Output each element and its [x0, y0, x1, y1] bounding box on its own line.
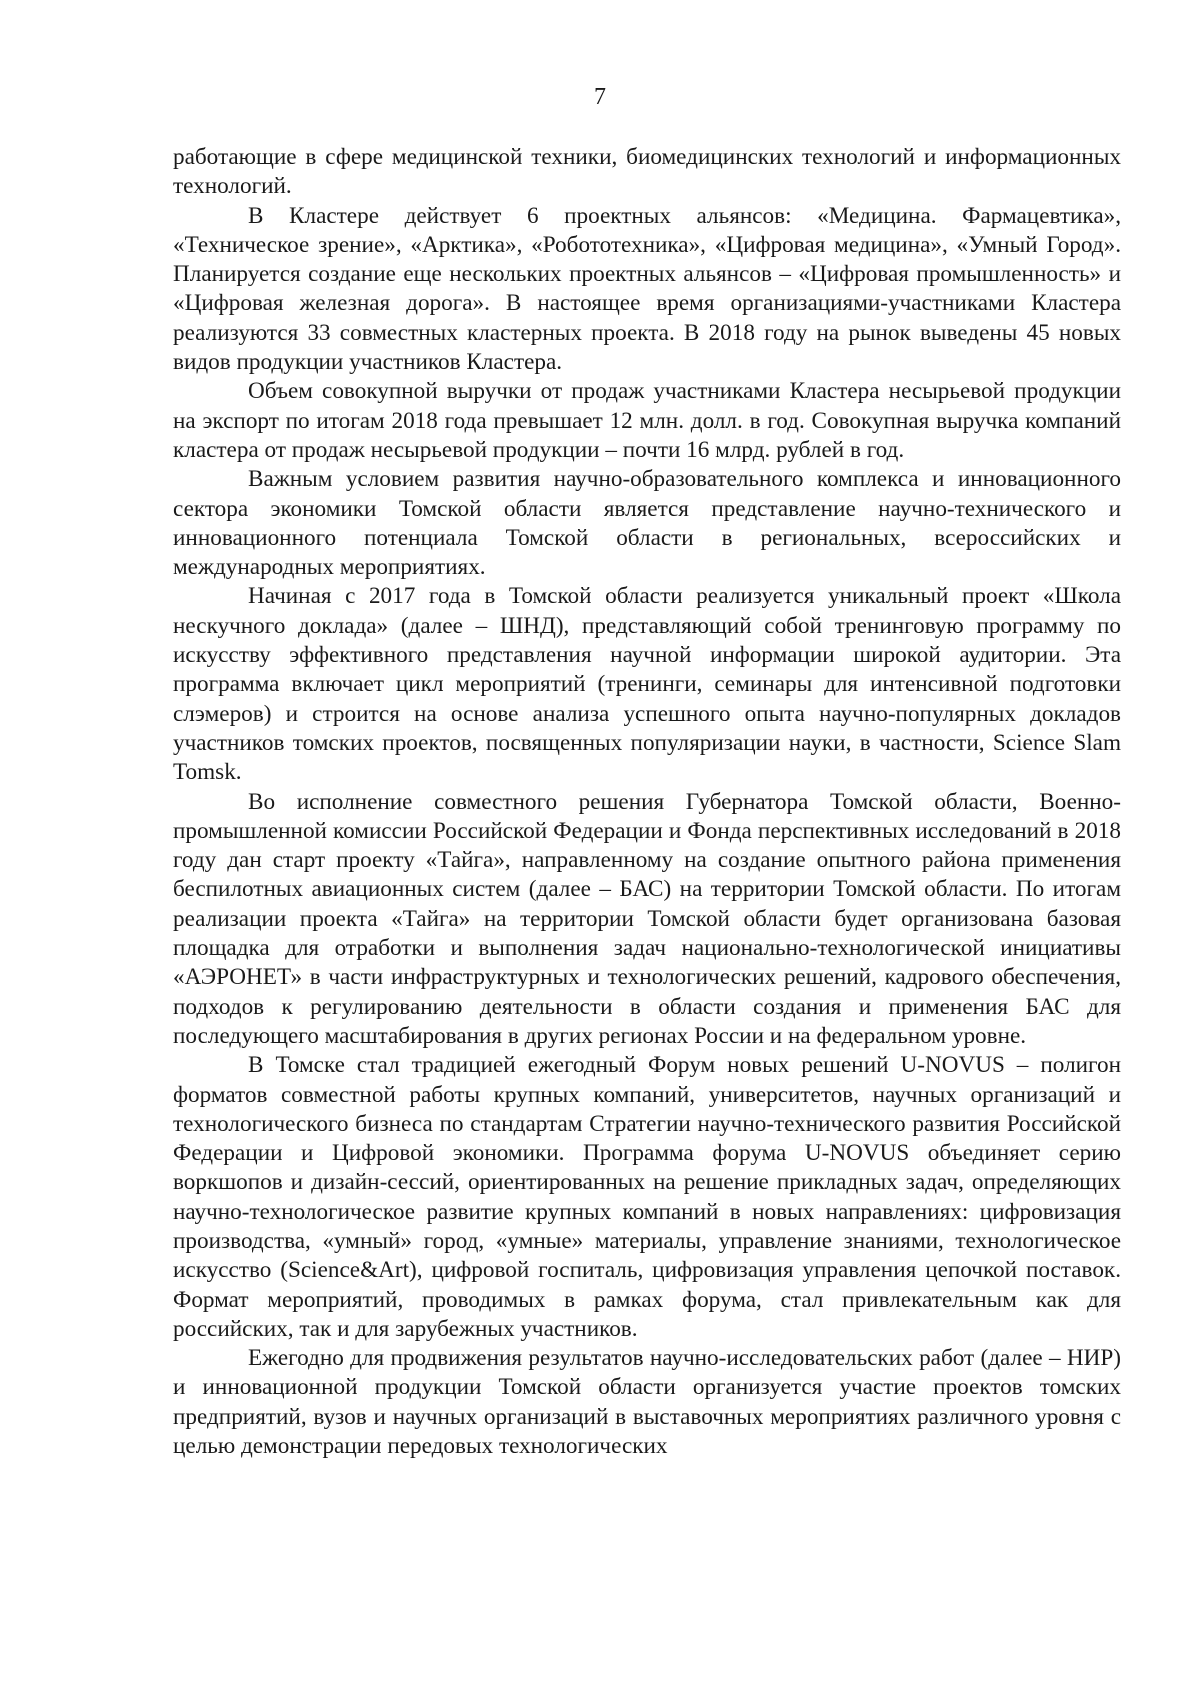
- paragraph-exhibitions: Ежегодно для продвижения результатов научно-исследовательских работ (далее – НИР) и инновационной продукции Томской области организуется участие проектов томских предприятий, вузов и научных организаций в выставочных мероприятиях различного уровня с целью демонстрации передовых технологических: [173, 1345, 1121, 1460]
- paragraph-scientific-potential: Важным условием развития научно-образовательного комплекса и инновационного сектора экономики Томской области является представление научно-технического и инновационного потенциала Томской области в региональных, всероссийских и международных мероприятиях.: [173, 466, 1121, 581]
- paragraph-school-of-reports: Начиная с 2017 года в Томской области реализуется уникальный проект «Школа нескучного доклада» (далее – ШНД), представляющий собой тренинговую программу по искусству эффективного представления научной информации широкой аудитории. Эта программа включает цикл мероприятий (тренинги, семинары для интенсивной подготовки слэмеров) и строится на основе анализа успешного опыта научно-популярных докладов участников томских проектов, посвященных популяризации науки, в частности, Science Slam Tomsk.: [173, 583, 1121, 786]
- paragraph-taiga-project: Во исполнение совместного решения Губернатора Томской области, Военно-промышленной комиссии Российской Федерации и Фонда перспективных исследований в 2018 году дан старт проекту «Тайга», направленному на создание опытного района применения беспилотных авиационных систем (далее – БАС) на территории Томской области. По итогам реализации проекта «Тайга» на территории Томской области будет организована базовая площадка для отработки и выполнения задач национально-технологической инициативы «АЭРОНЕТ» в части инфраструктурных и технологических решений, кадрового обеспечения, подходов к регулированию деятельности в области создания и применения БАС для последующего масштабирования в других регионах России и на федеральном уровне.: [173, 788, 1121, 1049]
- paragraph-continuation: работающие в сфере медицинской техники, биомедицинских технологий и информационных технологий.: [173, 144, 1121, 200]
- paragraph-project-alliances: В Кластере действует 6 проектных альянсов: «Медицина. Фармацевтика», «Техническое зрение», «Арктика», «Робототехника», «Цифровая медицина», «Умный Город». Планируется создание еще нескольких проектных альянсов – «Цифровая промышленность» и «Цифровая железная дорога». В настоящее время организациями-участниками Кластера реализуются 33 совместных кластерных проекта. В 2018 году на рынок выведены 45 новых видов продукции участников Кластера.: [173, 202, 1121, 376]
- paragraph-export-revenue: Объем совокупной выручки от продаж участниками Кластера несырьевой продукции на экспорт по итогам 2018 года превышает 12 млн. долл. в год. Совокупная выручка компаний кластера от продаж несырьевой продукции – почти 16 млрд. рублей в год.: [173, 378, 1121, 463]
- page-number: 7: [594, 84, 606, 110]
- paragraph-u-novus-forum: В Томске стал традицией ежегодный Форум новых решений U-NOVUS – полигон форматов совместной работы крупных компаний, университетов, научных организаций и технологического бизнеса по стандартам Стратегии научно-технического развития Российской Федерации и Цифровой экономики. Программа форума U-NOVUS объединяет серию воркшопов и дизайн-сессий, ориентированных на решение прикладных задач, определяющих научно-технологическое развитие крупных компаний в новых направлениях: цифровизация производства, «умный» город, «умные» материалы, управление знаниями, технологическое искусство (Science&Art), цифровой госпиталь, цифровизация управления цепочкой поставок. Формат мероприятий, проводимых в рамках форума, стал привлекательным как для российских, так и для зарубежных участников.: [173, 1052, 1121, 1342]
- document-body: [173, 143, 1121, 1461]
